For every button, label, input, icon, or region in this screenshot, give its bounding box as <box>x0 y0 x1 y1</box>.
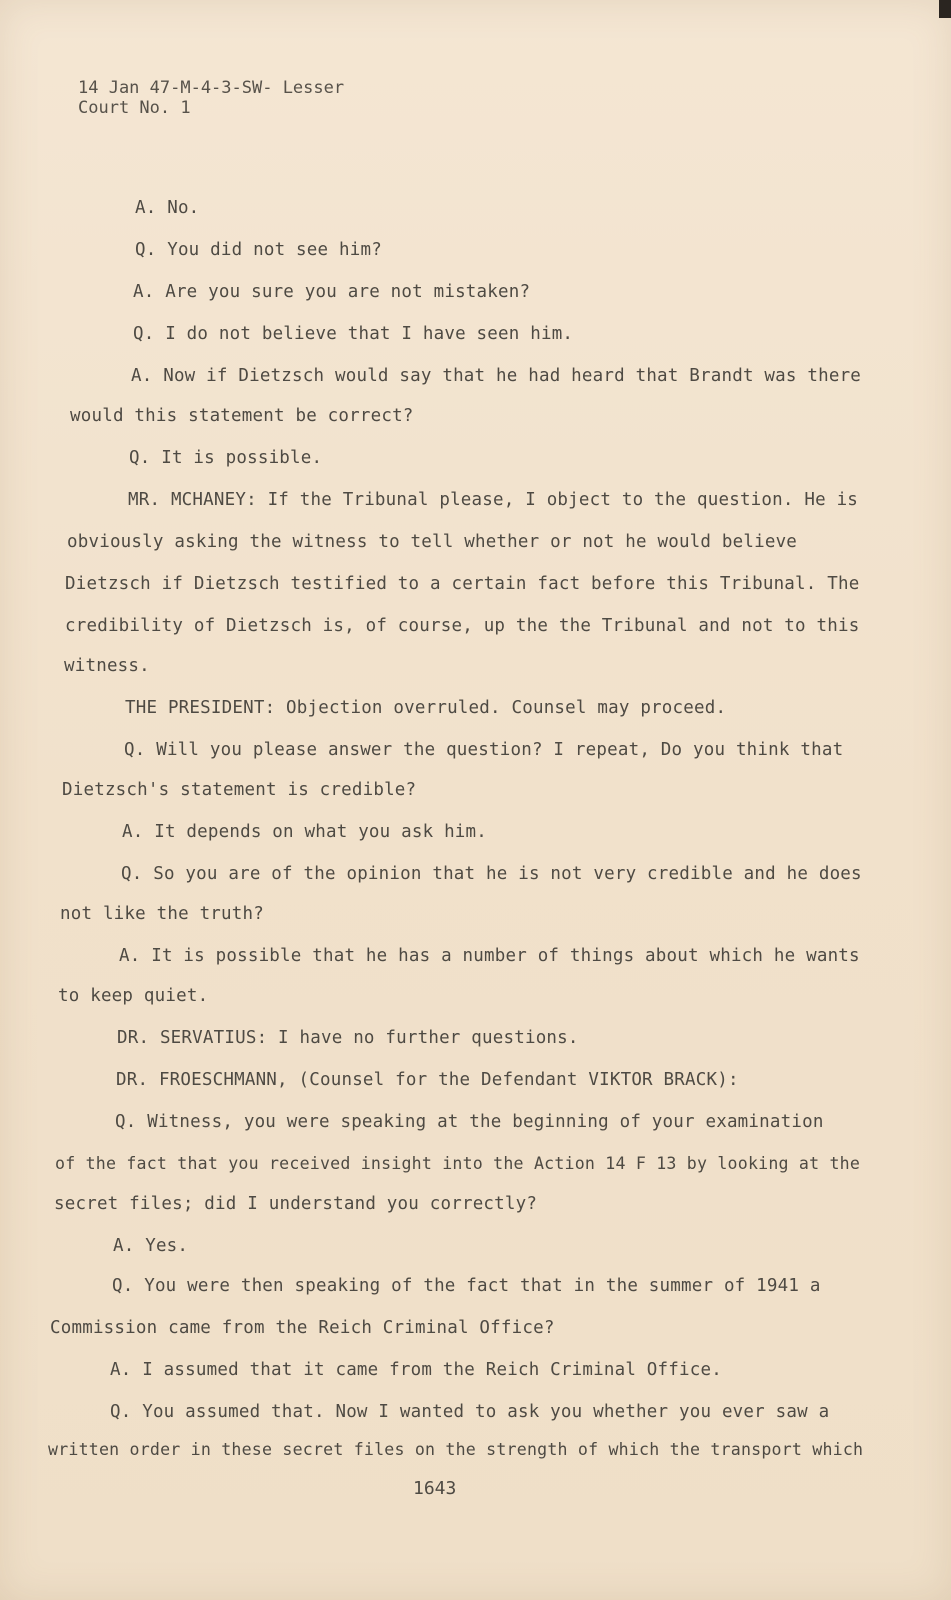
header-block <box>78 78 344 118</box>
transcript-line: A. Yes. <box>113 1236 189 1256</box>
transcript-line: of the fact that you received insight into the Action 14 F 13 by looking at the <box>55 1154 861 1173</box>
transcript-line: Commission came from the Reich Criminal Office? <box>50 1318 555 1338</box>
transcript-line: A. Now if Dietzsch would say that he had heard that Brandt was there <box>131 366 862 386</box>
header-line-2: Court No. 1 <box>78 98 191 118</box>
transcript-line: Dietzsch if Dietzsch testified to a certain fact before this Tribunal. The <box>65 574 860 594</box>
transcript-line: MR. MCHANEY: If the Tribunal please, I object to the question. He is <box>128 490 859 510</box>
transcript-line: Q. You did not see him? <box>135 240 382 260</box>
transcript-line: secret files; did I understand you correctly? <box>54 1194 538 1214</box>
transcript-line: Q. It is possible. <box>129 448 323 468</box>
transcript-line: Q. I do not believe that I have seen him. <box>133 324 574 344</box>
transcript-line: THE PRESIDENT: Objection overruled. Counsel may proceed. <box>125 698 727 718</box>
transcript-line: Q. Witness, you were speaking at the beginning of your examination <box>115 1112 824 1132</box>
transcript-line: DR. FROESCHMANN, (Counsel for the Defendant VIKTOR BRACK): <box>116 1070 739 1090</box>
corner-mark <box>939 0 951 18</box>
transcript-line: A. It is possible that he has a number of things about which he wants <box>119 946 860 966</box>
transcript-line: Q. You were then speaking of the fact that in the summer of 1941 a <box>112 1276 821 1296</box>
transcript-line: would this statement be correct? <box>70 406 414 426</box>
transcript-line: Q. Will you please answer the question? I repeat, Do you think that <box>124 740 844 760</box>
transcript-line: Dietzsch's statement is credible? <box>62 780 417 800</box>
transcript-line: Q. So you are of the opinion that he is not very credible and he does <box>121 864 862 884</box>
transcript-line: witness. <box>64 656 150 676</box>
transcript-line: obviously asking the witness to tell whether or not he would believe <box>67 532 798 552</box>
transcript-line: not like the truth? <box>60 904 264 924</box>
header-line-1: 14 Jan 47-M-4-3-SW- Lesser <box>78 78 345 98</box>
transcript-line: written order in these secret files on the strength of which the transport which <box>48 1440 864 1459</box>
page-number: 1643 <box>413 1478 457 1499</box>
transcript-line: A. Are you sure you are not mistaken? <box>133 282 531 302</box>
transcript-line: DR. SERVATIUS: I have no further questions. <box>117 1028 579 1048</box>
transcript-line: A. No. <box>135 198 200 218</box>
transcript-line: A. I assumed that it came from the Reich Criminal Office. <box>110 1360 722 1380</box>
transcript-line: Q. You assumed that. Now I wanted to ask you whether you ever saw a <box>110 1402 830 1422</box>
transcript-line: credibility of Dietzsch is, of course, up the the Tribunal and not to this <box>65 616 860 636</box>
transcript-line: to keep quiet. <box>58 986 209 1006</box>
transcript-line: A. It depends on what you ask him. <box>122 822 488 842</box>
